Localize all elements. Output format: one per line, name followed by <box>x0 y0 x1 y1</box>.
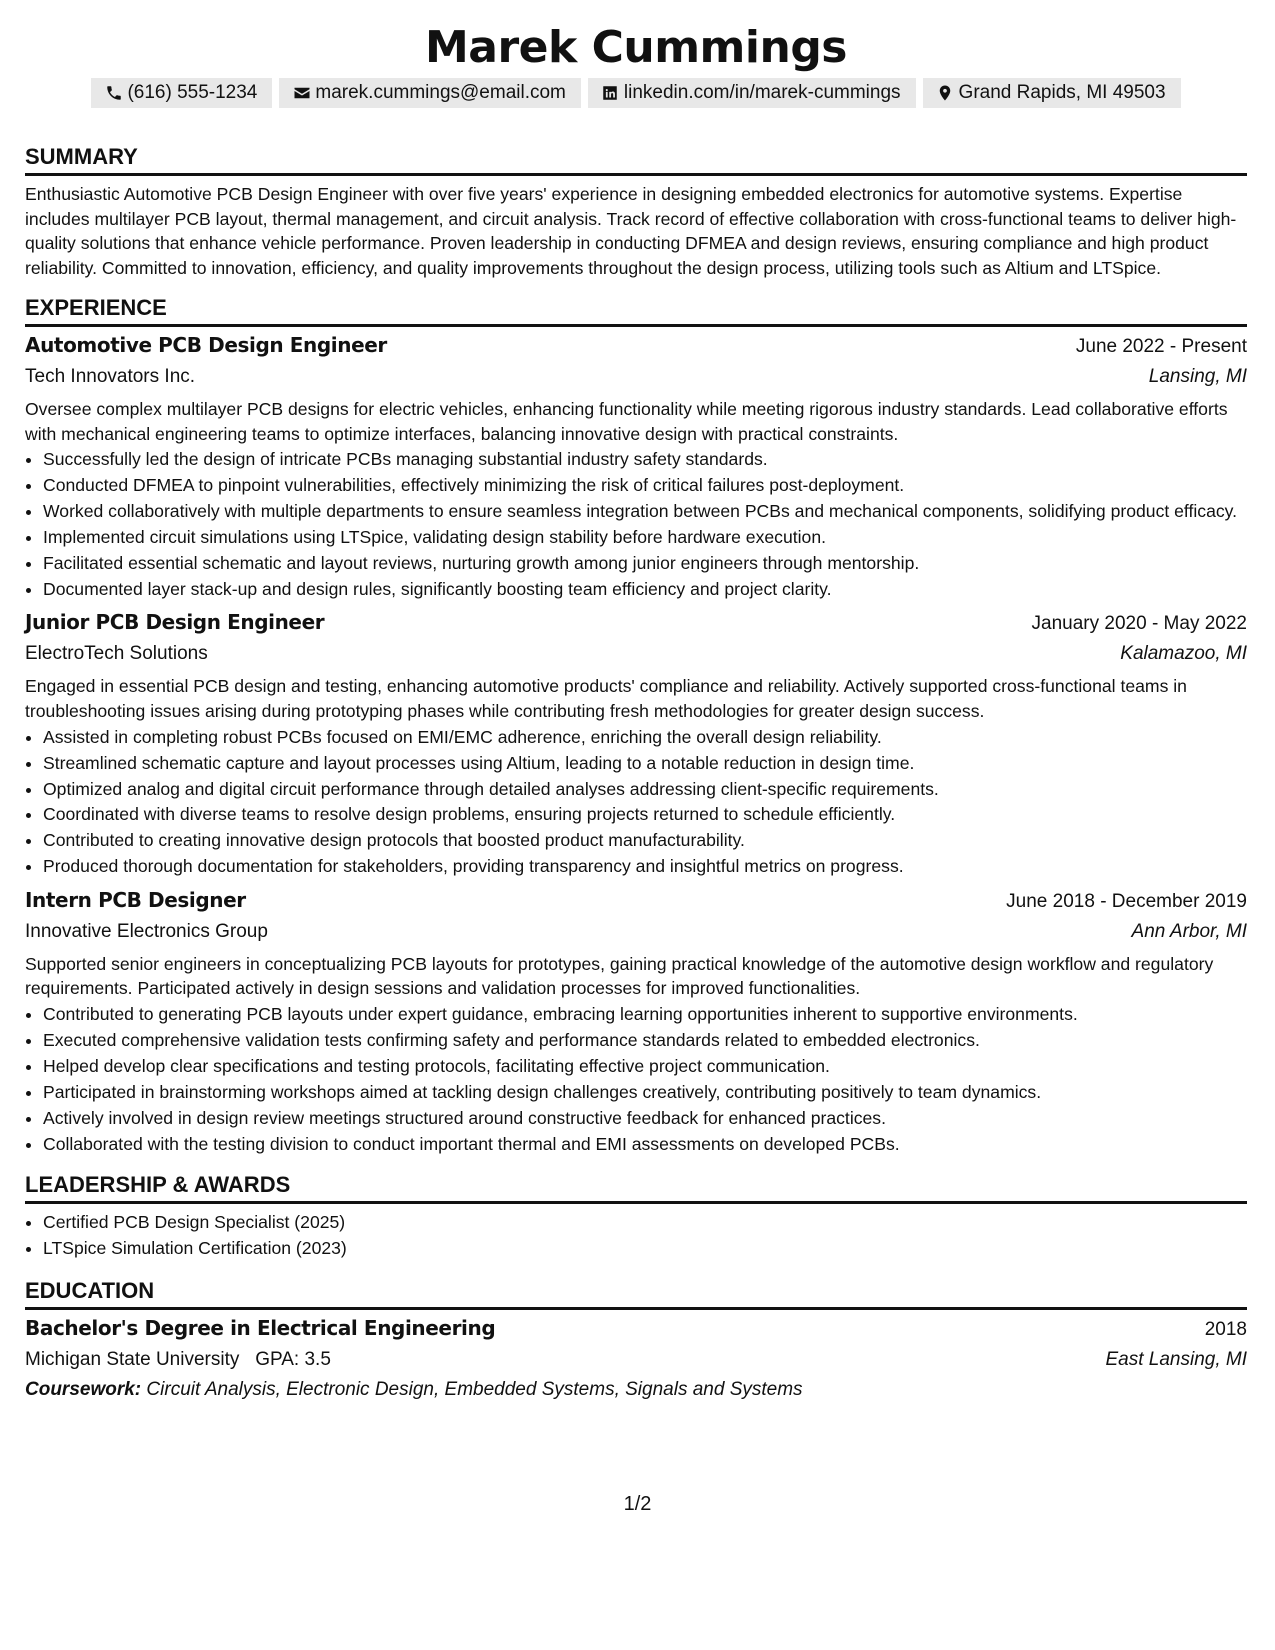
job-entry <box>25 330 1247 601</box>
job-dates: January 2020 - May 2022 <box>1031 613 1247 635</box>
school-name: Michigan State University <box>25 1349 240 1371</box>
linkedin-text: linkedin.com/in/marek-cummings <box>623 82 901 103</box>
job-description: Supported senior engineers in conceptualizing PCB layouts for prototypes, gaining practical knowledge of the automotive design workflow and regulatory requirements. Participated actively in design sessions and validation processes for improved functionalities. <box>25 953 1214 999</box>
summary-text: Enthusiastic Automotive PCB Design Engineer with over five years' experience in designing embedded electronics for automotive systems. Expertise includes multilayer PCB layout, thermal management, and circuit analysis. Track record of effective collaboration with cross-functional teams to deliver high-quality solutions that enhance vehicle performance. Proven leadership in conducting DFMEA and design reviews, ensuring compliance and high product reliability. Committed to innovation, efficiency, and quality improvements throughout the design process, utilizing tools such as Altium and LTSpice. <box>25 184 1237 278</box>
list-item: • Streamlined schematic capture and layout processes using Altium, leading to a notable reduction in design time. <box>43 751 1247 776</box>
leadership-section <box>25 1172 1247 1260</box>
phone-icon <box>104 84 123 103</box>
coursework-line <box>25 1375 1247 1404</box>
leadership-heading: LEADERSHIP & AWARDS <box>25 1172 1247 1204</box>
list-item: • Successfully led the design of intricate PCBs managing substantial industry safety standards. <box>43 447 1247 472</box>
job-company: Tech Innovators Inc. <box>25 366 196 387</box>
linkedin-icon <box>601 84 620 103</box>
gpa: GPA: 3.5 <box>255 1349 331 1371</box>
job-description: Oversee complex multilayer PCB designs for electric vehicles, enhancing functionality while meeting rigorous industry standards. Lead collaborative efforts with mechanical engineering teams to optimize interfaces, balancing innovative design with practical constraints. <box>25 399 1228 444</box>
envelope-icon <box>292 84 311 103</box>
phone-text: (616) 555-1234 <box>127 82 258 103</box>
list-item: • Contributed to creating innovative design protocols that boosted product manufacturability. <box>43 828 1247 853</box>
contact-phone[interactable] <box>91 78 272 108</box>
job-bullets <box>25 1002 1247 1156</box>
candidate-name: Marek Cummings <box>425 22 847 73</box>
list-item: • Facilitated essential schematic and layout reviews, nurturing growth among junior engineers through mentorship. <box>43 551 1247 576</box>
list-item: • Worked collaboratively with multiple departments to ensure seamless integration between PCBs and mechanical components, solidifying product efficacy. <box>43 499 1247 524</box>
contact-email[interactable] <box>279 78 581 108</box>
list-item: • Participated in brainstorming workshops aimed at tackling design challenges creatively, contributing positively to team dynamics. <box>43 1080 1247 1105</box>
education-section <box>25 1278 1247 1404</box>
job-title: Automotive PCB Design Engineer <box>25 333 387 357</box>
awards-list <box>25 1210 1247 1260</box>
degree-title: Bachelor's Degree in Electrical Engineering <box>25 1316 496 1341</box>
list-item: • Executed comprehensive validation tests confirming safety and performance standards related to embedded electronics. <box>43 1028 1247 1053</box>
email-text: marek.cummings@email.com <box>315 82 566 103</box>
contact-location[interactable] <box>923 78 1181 108</box>
list-item: • Helped develop clear specifications and testing protocols, facilitating effective project communication. <box>43 1054 1247 1079</box>
summary-heading: SUMMARY <box>25 144 1247 176</box>
job-entry <box>25 885 1247 1156</box>
job-description: Engaged in essential PCB design and testing, enhancing automotive products' compliance and reliability. Actively supported cross-functional teams in troubleshooting issues arising during prototyping phases while contributing fresh methodologies for greater design success. <box>25 676 1187 721</box>
list-item: • Coordinated with diverse teams to resolve design problems, ensuring projects returned to schedule efficiently. <box>43 802 1247 827</box>
list-item: • Documented layer stack-up and design rules, significantly boosting team efficiency and project clarity. <box>43 577 1247 602</box>
page-number: 1/2 <box>623 1493 652 1515</box>
contact-bar <box>25 78 1247 108</box>
job-title: Intern PCB Designer <box>25 887 246 912</box>
job-company: Innovative Electronics Group <box>25 920 268 942</box>
job-dates: June 2018 - December 2019 <box>1006 890 1247 912</box>
list-item: • Produced thorough documentation for stakeholders, providing transparency and insightful metrics on progress. <box>43 854 1247 879</box>
contact-linkedin[interactable] <box>588 78 916 108</box>
list-item: • Optimized analog and digital circuit performance through detailed analyses addressing client-specific requirements. <box>43 777 1247 802</box>
list-item: • LTSpice Simulation Certification (2023) <box>43 1236 1247 1261</box>
education-heading: EDUCATION <box>25 1278 1247 1310</box>
list-item: • Conducted DFMEA to pinpoint vulnerabilities, effectively minimizing the risk of critical failures post-deployment. <box>43 473 1247 498</box>
summary-section <box>25 144 1247 280</box>
job-bullets <box>25 447 1247 601</box>
experience-heading: EXPERIENCE <box>25 295 1247 327</box>
job-company: ElectroTech Solutions <box>25 643 208 665</box>
list-item: • Implemented circuit simulations using LTSpice, validating design stability before hardware execution. <box>43 525 1247 550</box>
job-location: Lansing, MI <box>1148 366 1247 387</box>
coursework-label: Coursework: <box>25 1379 142 1401</box>
map-pin-icon <box>936 84 955 103</box>
job-dates: June 2022 - Present <box>1075 336 1247 357</box>
resume-page <box>25 20 1247 1404</box>
job-bullets <box>25 725 1247 879</box>
school-location: East Lansing, MI <box>1105 1349 1247 1371</box>
list-item: • Certified PCB Design Specialist (2025) <box>43 1210 1247 1235</box>
graduation-year: 2018 <box>1204 1319 1247 1341</box>
list-item: • Collaborated with the testing division to conduct important thermal and EMI assessments on developed PCBs. <box>43 1132 1247 1157</box>
experience-section <box>25 295 1247 1156</box>
coursework-text: Circuit Analysis, Electronic Design, Embedded Systems, Signals and Systems <box>146 1379 803 1401</box>
job-location: Ann Arbor, MI <box>1131 920 1247 942</box>
school-line <box>25 1345 331 1375</box>
list-item: • Assisted in completing robust PCBs focused on EMI/EMC adherence, enriching the overall design reliability. <box>43 725 1247 750</box>
location-text: Grand Rapids, MI 49503 <box>958 82 1166 103</box>
list-item: • Actively involved in design review meetings structured around constructive feedback for enhanced practices. <box>43 1106 1247 1131</box>
job-title: Junior PCB Design Engineer <box>25 610 325 635</box>
job-entry <box>25 607 1247 878</box>
list-item: • Contributed to generating PCB layouts under expert guidance, embracing learning opportunities inherent to supportive environments. <box>43 1002 1247 1027</box>
job-location: Kalamazoo, MI <box>1120 643 1247 665</box>
